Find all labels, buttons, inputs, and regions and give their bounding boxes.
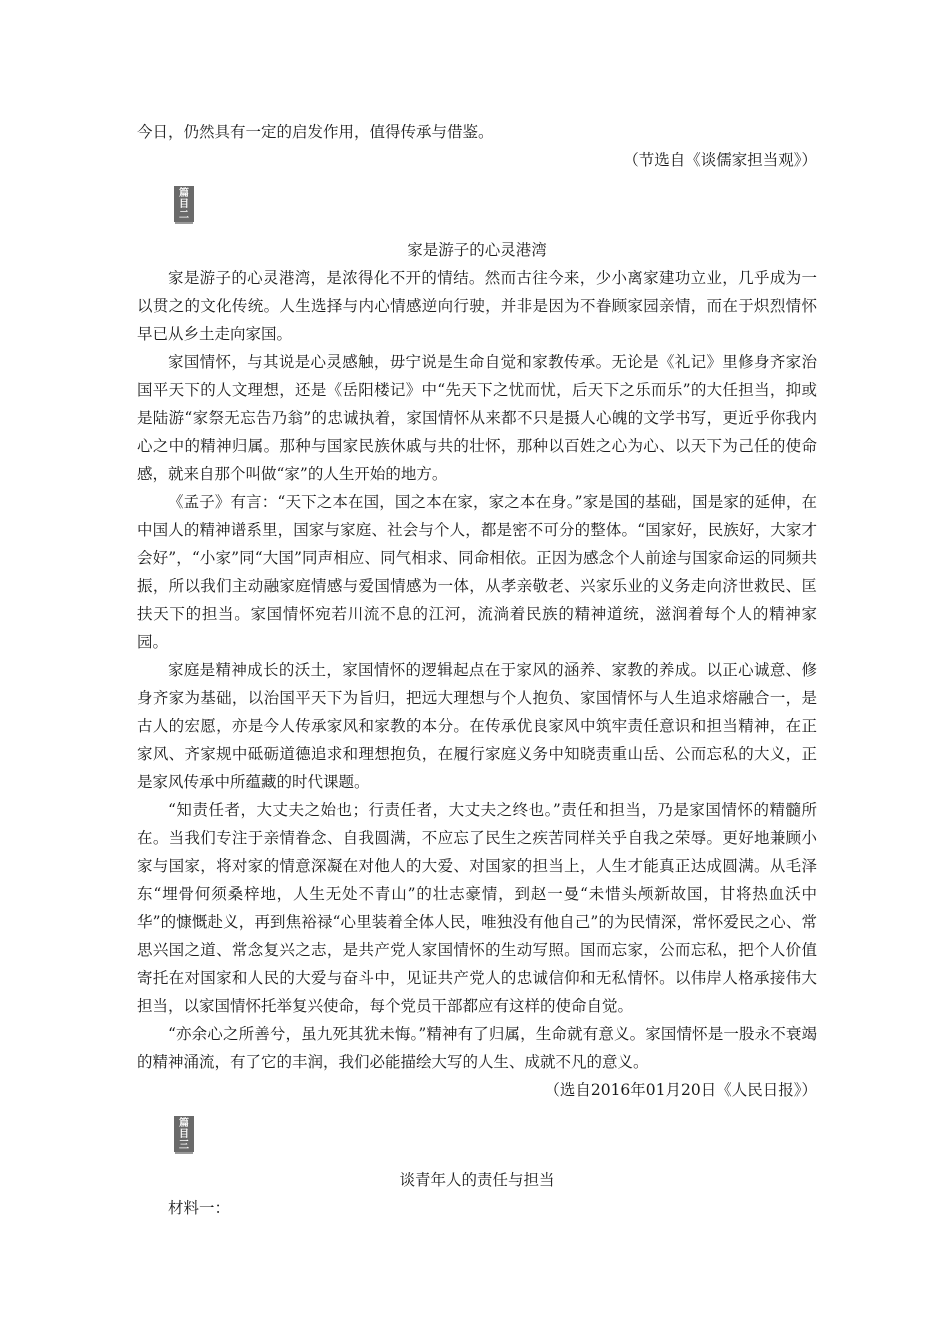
essay-title-3: 谈青年人的责任与担当 [399, 1171, 555, 1189]
badge-char: 篇 [179, 1117, 189, 1129]
essay-paragraph: 家国情怀，与其说是心灵感触，毋宁说是生命自觉和家教传承。无论是《礼记》里修身齐家治国平天下的人文理想，还是《岳阳楼记》中“先天下之忧而忧，后天下之乐而乐”的大任担当，抑或是陆游“家祭无忘告乃翁”的忠诚执着，家国情怀从来都不只是摄人心魄的文学书写，更近乎你我内心之中的精神归属。那种与国家民族休戚与共的壮怀，那种以百姓之心为心、以天下为己任的使命感，就来自那个叫做“家”的人生开始的地方。 [137, 353, 817, 483]
essay-paragraph: 家是游子的心灵港湾，是浓得化不开的情结。然而古往今来，少小离家建功立业，几乎成为一以贯之的文化传统。人生选择与内心情感逆向行驶，并非是因为不眷顾家园亲情，而在于炽烈情怀早已从乡土走向家国。 [137, 269, 817, 343]
essay-source-2: （选自2016年01月20日《人民日报》） [544, 1081, 817, 1099]
essay-title-2: 家是游子的心灵港湾 [407, 241, 547, 259]
previous-essay-source: （节选自《谈儒家担当观》） [623, 151, 817, 169]
badge-char: 三 [179, 1139, 189, 1151]
essay-paragraph: “知责任者，大丈夫之始也；行责任者，大丈夫之终也。”责任和担当，乃是家国情怀的精髓所在。当我们专注于亲情眷念、自我圆满，不应忘了民生之疾苦同样关乎自我之荣辱。更好地兼顾小家与国家，将对家的情意深凝在对他人的大爱、对国家的担当上，人生才能真正达成圆满。从毛泽东“埋骨何须桑梓地，人生无处不青山”的壮志豪情，到赵一曼“未惜头颅新故国，甘将热血沃中华”的慷慨赴义，再到焦裕禄“心里装着全体人民，唯独没有他自己”的为民情深，常怀爱民之心、常思兴国之道、常念复兴之志，是共产党人家国情怀的生动写照。国而忘家，公而忘私，把个人价值寄托在对国家和人民的大爱与奋斗中，见证共产党人的忠诚信仰和无私情怀。以伟岸人格承接伟大担当，以家国情怀托举复兴使命，每个党员干部都应有这样的使命自觉。 [137, 801, 817, 1015]
previous-essay-last-line: 今日，仍然具有一定的启发作用，值得传承与借鉴。 [137, 123, 494, 141]
badge-char: 目 [179, 198, 189, 210]
essay-paragraph: 家庭是精神成长的沃土，家国情怀的逻辑起点在于家风的涵养、家教的养成。以正心诚意、修身齐家为基础，以治国平天下为旨归，把远大理想与个人抱负、家国情怀与人生追求熔融合一，是古人的宏愿，亦是今人传承家风和家教的本分。在传承优良家风中筑牢责任意识和担当精神，在正家风、齐家规中砥砺道德追求和理想抱负，在履行家庭义务中知晓责重山岳、公而忘私的大义，正是家风传承中所蕴藏的时代课题。 [137, 661, 817, 791]
document-page [137, 118, 817, 1222]
essay-paragraph: 《孟子》有言：“天下之本在国，国之本在家，家之本在身。”家是国的基础，国是家的延伸，在中国人的精神谱系里，国家与家庭、社会与个人，都是密不可分的整体。“国家好，民族好，大家才会好”，“小家”同“大国”同声相应、同气相求、同命相依。正因为感念个人前途与国家命运的同频共振，所以我们主动融家庭情感与爱国情感为一体，从孝亲敬老、兴家乐业的义务走向济世救民、匡扶天下的担当。家国情怀宛若川流不息的江河，流淌着民族的精神道统，滋润着每个人的精神家园。 [137, 493, 817, 651]
badge-char: 二 [179, 209, 189, 221]
section-badge-2 [174, 186, 194, 222]
essay-paragraph: “亦余心之所善兮，虽九死其犹未悔。”精神有了归属，生命就有意义。家国情怀是一股永不衰竭的精神涌流，有了它的丰润，我们必能描绘大写的人生、成就不凡的意义。 [137, 1025, 817, 1071]
section-badge-3 [174, 1116, 194, 1152]
badge-char: 篇 [179, 187, 189, 199]
badge-char: 目 [179, 1128, 189, 1140]
material-label: 材料一： [168, 1199, 231, 1217]
